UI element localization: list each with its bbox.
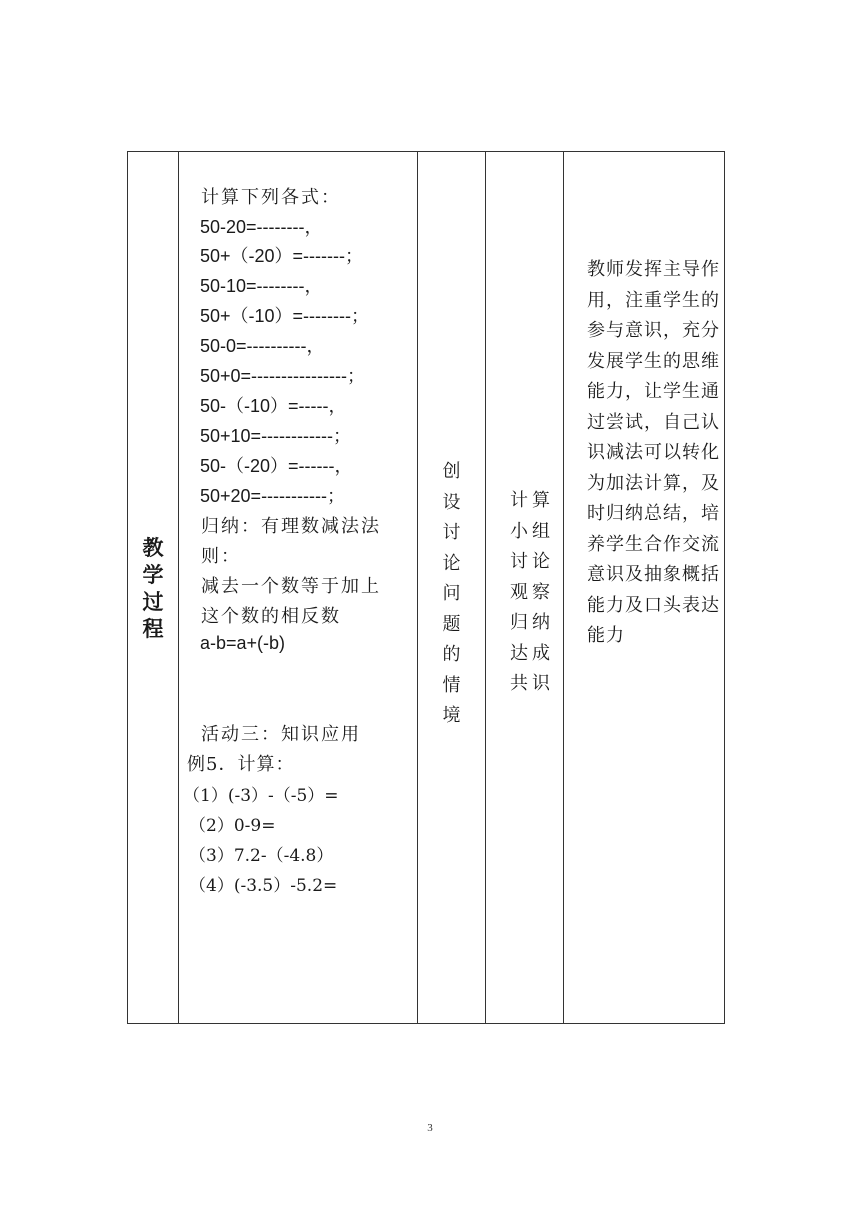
content-line: 计算下列各式： (201, 187, 341, 208)
content-line: （4）(-3.5）-5.2= (189, 876, 338, 896)
lesson-table (127, 151, 725, 1024)
design-intent: 教师发挥主导作用，注重学生的参与意识，充分发展学生的思维能力，让学生通过尝试，自己认识减法可以转化为加法计算，及时归纳总结，培养学生合作交流意识及抽象概括能力及口头表达能力 (587, 259, 720, 646)
content-line: 50-（-10）=-----， (200, 396, 347, 416)
content-line: 50+10=------------； (200, 426, 351, 446)
content-line: 50-10=--------， (200, 276, 323, 296)
content-line: 这个数的相反数 (201, 606, 341, 627)
teacher-activity: 创设讨论问题的情境 (442, 461, 461, 726)
content-line: 50-20=--------， (200, 217, 323, 237)
content-line: （3）7.2-（-4.8） (189, 846, 334, 866)
content-line: （2）0-9= (189, 816, 276, 836)
content-line: 50+（-20）=-------； (200, 246, 364, 266)
content-line: 50-0=----------， (200, 336, 325, 356)
design-intent-cell (564, 152, 725, 1023)
content-line: 减去一个数等于加上 (201, 576, 381, 597)
content-line: a-b=a+(-b) (200, 633, 286, 653)
content-line: 例5．计算： (187, 754, 295, 775)
content-line: 50-（-20）=------， (200, 456, 353, 476)
student-activity: 计算小组讨论观察归纳达成共识 (510, 490, 554, 694)
content-line: 50+0=----------------； (200, 366, 365, 386)
student-activity-cell (486, 152, 563, 1023)
content-line: 归纳：有理数减法法 (201, 516, 381, 537)
row-label-cell (128, 152, 178, 1023)
content-cell (179, 152, 417, 1023)
row-label: 教学过程 (142, 534, 164, 641)
content-line: （1）(-3）-（-5）= (183, 786, 339, 806)
content-line: 活动三：知识应用 (201, 724, 361, 745)
content-line: 50+20=-----------； (200, 486, 346, 506)
page-number: 3 (427, 1122, 433, 1134)
content-line: 则： (201, 546, 241, 567)
content-line: 50+（-10）=--------； (200, 306, 370, 326)
teacher-activity-cell (418, 152, 485, 1023)
